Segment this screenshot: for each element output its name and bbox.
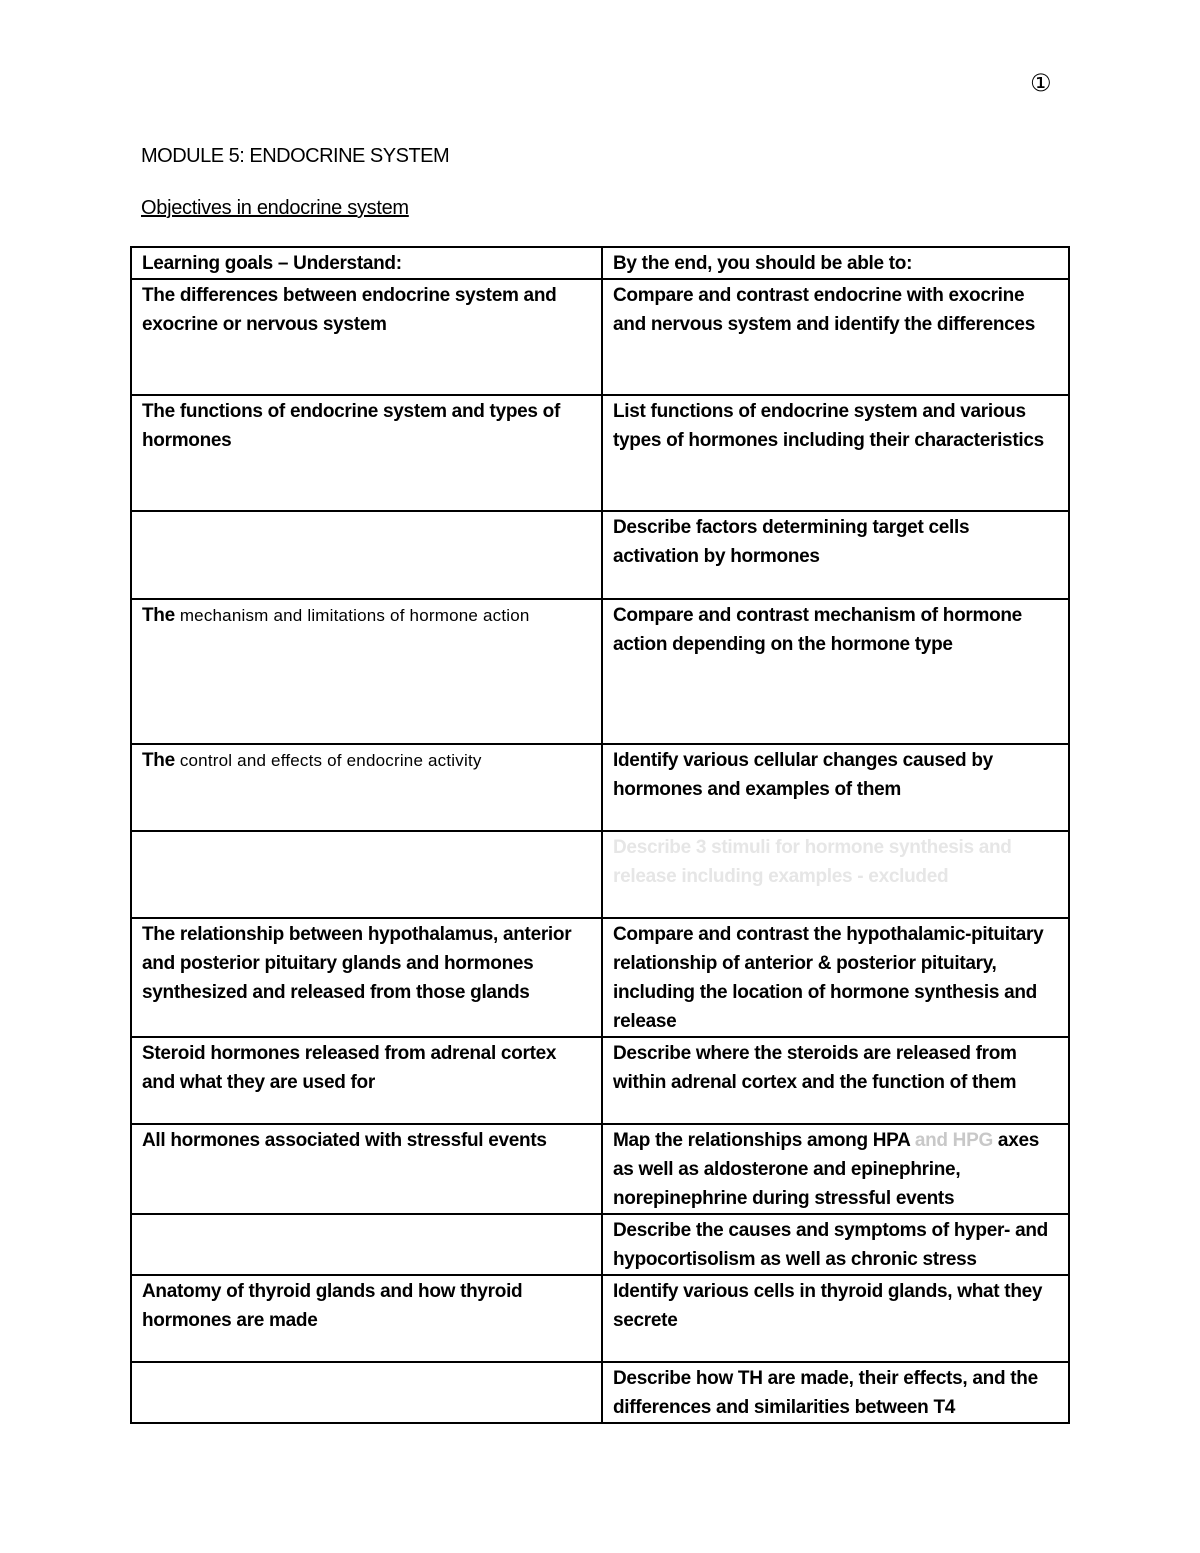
- table-row: [131, 279, 1069, 395]
- learning-goal-cell: [131, 831, 602, 918]
- module-title: MODULE 5: ENDOCRINE SYSTEM: [141, 145, 450, 167]
- table-row: [131, 395, 1069, 511]
- outcome-cell: Identify various cellular changes caused by hormones and examples of them: [602, 744, 1069, 831]
- outcome-cell: Identify various cells in thyroid glands, what they secrete: [602, 1275, 1069, 1362]
- objectives-table: [130, 246, 1070, 1424]
- page-number: ①: [1030, 70, 1052, 97]
- outcome-text-a: Map the relationships among HPA: [613, 1130, 910, 1151]
- outcome-cell: Compare and contrast endocrine with exocrine and nervous system and identify the differences: [602, 279, 1069, 395]
- outcome-cell: [602, 1124, 1069, 1214]
- table-row: [131, 1124, 1069, 1214]
- objectives-heading: Objectives in endocrine system: [141, 197, 409, 219]
- learning-goal-cell: [131, 511, 602, 599]
- table-row: [131, 1362, 1069, 1423]
- excluded-outcome-text: Describe 3 stimuli for hormone synthesis and release including examples - excluded: [613, 837, 1012, 887]
- table-header-row: [131, 247, 1069, 279]
- learning-goal-cell: Anatomy of thyroid glands and how thyroid hormones are made: [131, 1275, 602, 1362]
- learning-goal-cell: Steroid hormones released from adrenal cortex and what they are used for: [131, 1037, 602, 1124]
- learning-goal-cell: [131, 599, 602, 744]
- learning-goal-cell: [131, 1362, 602, 1423]
- outcome-cell: Compare and contrast mechanism of hormone action depending on the hormone type: [602, 599, 1069, 744]
- table-row: [131, 1037, 1069, 1124]
- table-row: [131, 831, 1069, 918]
- outcome-cell-excluded: [602, 831, 1069, 918]
- outcome-cell: List functions of endocrine system and various types of hormones including their characteristics: [602, 395, 1069, 511]
- learning-goal-cell: [131, 1214, 602, 1275]
- outcome-text-hpg: and HPG: [909, 1130, 993, 1151]
- outcome-cell: Describe where the steroids are released from within adrenal cortex and the function of them: [602, 1037, 1069, 1124]
- table-row: [131, 744, 1069, 831]
- goal-prefix: The: [142, 605, 175, 626]
- table-row: [131, 1214, 1069, 1275]
- table-row: [131, 599, 1069, 744]
- table-row: [131, 918, 1069, 1037]
- learning-goal-cell: The functions of endocrine system and types of hormones: [131, 395, 602, 511]
- learning-goal-cell: The differences between endocrine system and exocrine or nervous system: [131, 279, 602, 395]
- goal-text: mechanism and limitations of hormone action: [174, 606, 530, 625]
- learning-goal-cell: All hormones associated with stressful events: [131, 1124, 602, 1214]
- goal-text: control and effects of endocrine activity: [174, 751, 482, 770]
- table-row: [131, 511, 1069, 599]
- learning-goal-cell: The relationship between hypothalamus, anterior and posterior pituitary glands and hormones synthesized and released from those glands: [131, 918, 602, 1037]
- header-outcomes: By the end, you should be able to:: [602, 247, 1069, 279]
- outcome-cell: Describe the causes and symptoms of hyper- and hypocortisolism as well as chronic stress: [602, 1214, 1069, 1275]
- table-row: [131, 1275, 1069, 1362]
- header-learning-goals: Learning goals – Understand:: [131, 247, 602, 279]
- outcome-text-c: axes as well as aldosterone and epinephrine, norepinephrine during stressful events: [613, 1130, 1039, 1209]
- outcome-cell: Describe how TH are made, their effects, and the differences and similarities between T4: [602, 1362, 1069, 1423]
- outcome-cell: Describe factors determining target cells activation by hormones: [602, 511, 1069, 599]
- learning-goal-cell: [131, 744, 602, 831]
- outcome-cell: Compare and contrast the hypothalamic-pituitary relationship of anterior & posterior pituitary, including the location of hormone synthesis and release: [602, 918, 1069, 1037]
- goal-prefix: The: [142, 750, 175, 771]
